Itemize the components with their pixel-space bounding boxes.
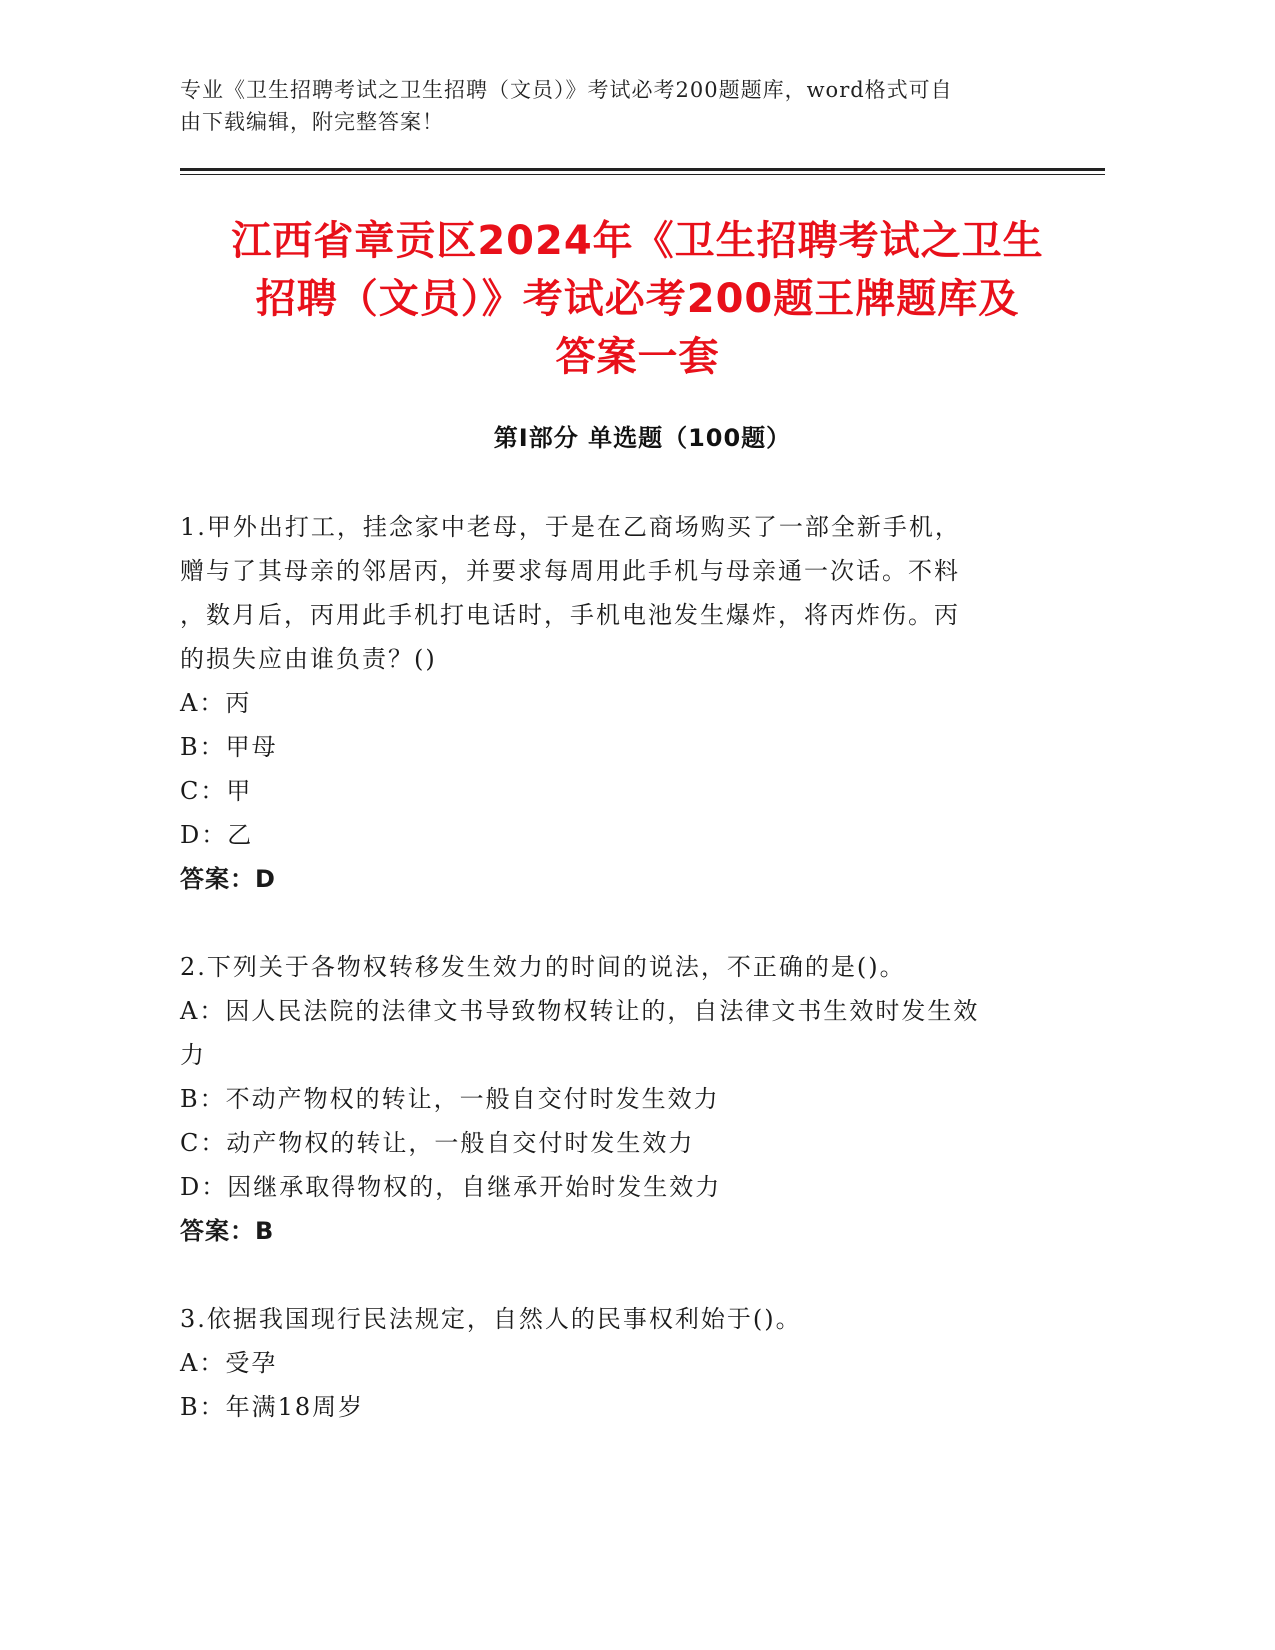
- title-line: 招聘（文员）》考试必考200题王牌题库及: [255, 276, 1020, 322]
- header-divider-thick: [180, 168, 1105, 171]
- option-a-continued: 力: [180, 1041, 206, 1069]
- header-divider-thin: [180, 174, 1105, 175]
- question-list: [180, 505, 1025, 1429]
- spacer: [180, 901, 1025, 945]
- question-stem-line: 2.下列关于各物权转移发生效力的时间的说法，不正确的是()。: [180, 953, 906, 981]
- spacer: [180, 1253, 1025, 1297]
- section-heading: 第Ⅰ部分 单选题（100题）: [493, 424, 792, 452]
- question-stem-line: 的损失应由谁负责？(): [180, 645, 437, 673]
- question-stem-line: 3.依据我国现行民法规定，自然人的民事权利始于()。: [180, 1305, 802, 1333]
- question-1: [180, 505, 1025, 901]
- option-b: B：甲母: [180, 733, 278, 761]
- question-stem-line: 1.甲外出打工，挂念家中老母，于是在乙商场购买了一部全新手机，: [180, 513, 961, 541]
- header-note-line: 专业《卫生招聘考试之卫生招聘（文员）》考试必考200题题库，word格式可自: [180, 78, 953, 102]
- question-3: [180, 1297, 1025, 1429]
- option-c: C：动产物权的转让，一般自交付时发生效力: [180, 1129, 695, 1157]
- option-b: B：不动产物权的转让，一般自交付时发生效力: [180, 1085, 720, 1113]
- question-2: [180, 945, 1025, 1253]
- option-a: A：丙: [180, 689, 252, 717]
- document-title: [170, 212, 1105, 386]
- title-line: 江西省章贡区2024年《卫生招聘考试之卫生: [231, 218, 1044, 264]
- option-d: D：乙: [180, 821, 254, 849]
- answer: 答案：D: [180, 865, 276, 893]
- option-c: C：甲: [180, 777, 253, 805]
- answer: 答案：B: [180, 1217, 275, 1245]
- question-stem-line: 赠与了其母亲的邻居丙，并要求每周用此手机与母亲通一次话。不料: [180, 557, 960, 585]
- header-note: [180, 74, 1040, 138]
- title-line: 答案一套: [555, 334, 720, 380]
- option-b: B：年满18周岁: [180, 1393, 365, 1421]
- option-d: D：因继承取得物权的，自继承开始时发生效力: [180, 1173, 722, 1201]
- option-a: A：受孕: [180, 1349, 278, 1377]
- question-stem-line: ，数月后，丙用此手机打电话时，手机电池发生爆炸，将丙炸伤。丙: [180, 601, 960, 629]
- header-note-line: 由下载编辑，附完整答案！: [180, 110, 444, 134]
- option-a: A：因人民法院的法律文书导致物权转让的，自法律文书生效时发生效: [180, 997, 980, 1025]
